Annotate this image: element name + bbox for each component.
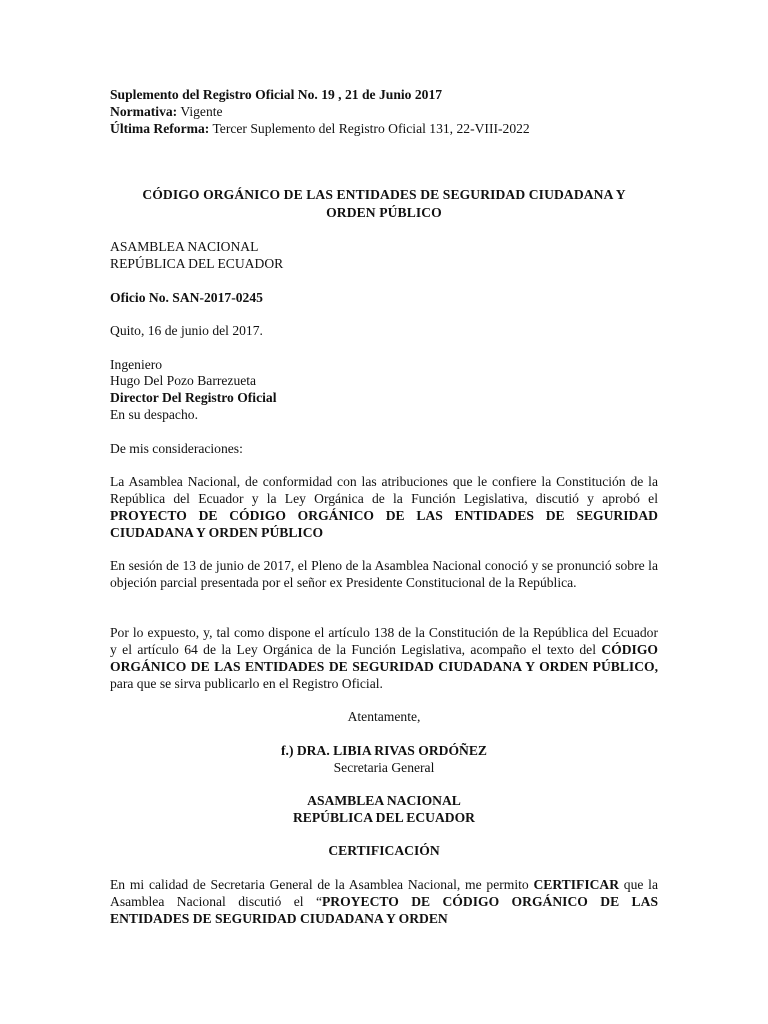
institution-line-2: REPÚBLICA DEL ECUADOR: [292, 810, 476, 825]
paragraph-publication: [110, 624, 658, 692]
signature-name: f.) DRA. LIBIA RIVAS ORDÓÑEZ: [281, 743, 487, 758]
paragraph-approval-text: La Asamblea Nacional, de conformidad con las atribuciones que le confiere la Constitución de la República del Ecuador y la Ley Orgánica de la Función Legislativa, discutió y aprobó el: [110, 474, 658, 506]
reforma-label: Última Reforma:: [110, 121, 210, 136]
oficio-number: Oficio No. SAN-2017-0245: [110, 290, 263, 305]
recipient-title: Ingeniero: [110, 357, 163, 372]
document-title-line-1: CÓDIGO ORGÁNICO DE LAS ENTIDADES DE SEGURIDAD CIUDADANA Y: [142, 187, 626, 202]
paragraph-approval-bold: PROYECTO DE CÓDIGO ORGÁNICO DE LAS ENTIDADES DE SEGURIDAD CIUDADANA Y ORDEN PÚBLICO: [110, 508, 658, 540]
paragraph-publication-bold: CÓDIGO ORGÁNICO DE LAS ENTIDADES DE SEGURIDAD CIUDADANA Y ORDEN PÚBLICO,: [110, 642, 658, 674]
certification-bold-1: CERTIFICAR: [533, 877, 620, 892]
normativa-value: Vigente: [180, 104, 223, 119]
paragraph-publication-text-1: Por lo expuesto, y, tal como dispone el artículo 138 de la Constitución de la República del Ecuador y el artículo 64 de la Ley Orgánica de la Función Legislativa, acompaño el texto del: [110, 625, 658, 657]
paragraph-publication-text-2: para que se sirva publicarlo en el Registro Oficial.: [110, 676, 383, 691]
sender-line-1: ASAMBLEA NACIONAL: [110, 239, 259, 254]
salutation: De mis consideraciones:: [110, 441, 243, 456]
recipient-position: Director Del Registro Oficial: [110, 390, 277, 405]
supplement-line: Suplemento del Registro Oficial No. 19 , 21 de Junio 2017: [110, 87, 443, 102]
recipient-name: Hugo Del Pozo Barrezueta: [110, 373, 257, 388]
reforma-value: Tercer Suplemento del Registro Oficial 131, 22-VIII-2022: [212, 121, 530, 136]
paragraph-approval: [110, 473, 658, 541]
certification-paragraph: [110, 876, 658, 927]
normativa-label: Normativa:: [110, 104, 178, 119]
certification-heading: CERTIFICACIÓN: [328, 843, 440, 858]
normativa-line: [110, 103, 658, 120]
institution-line-1: ASAMBLEA NACIONAL: [307, 793, 461, 808]
recipient-place: En su despacho.: [110, 407, 198, 422]
paragraph-session: En sesión de 13 de junio de 2017, el Pleno de la Asamblea Nacional conoció y se pronunció sobre la objeción parcial presentada por el señor ex Presidente Constitucional de la República.: [110, 558, 658, 590]
letter-date: Quito, 16 de junio del 2017.: [110, 323, 263, 338]
certification-bold-2: PROYECTO DE CÓDIGO ORGÁNICO DE LAS ENTIDADES DE SEGURIDAD CIUDADANA Y ORDEN: [110, 894, 658, 926]
closing: Atentamente,: [347, 709, 421, 724]
signature-role: Secretaria General: [333, 760, 435, 775]
reforma-line: [110, 120, 658, 137]
sender-line-2: REPÚBLICA DEL ECUADOR: [110, 256, 284, 271]
certification-text-1: En mi calidad de Secretaria General de la Asamblea Nacional, me permito: [110, 877, 534, 892]
document-title-line-2: ORDEN PÚBLICO: [326, 205, 442, 220]
certification-text-2: que la Asamblea Nacional discutió el “: [110, 877, 658, 909]
